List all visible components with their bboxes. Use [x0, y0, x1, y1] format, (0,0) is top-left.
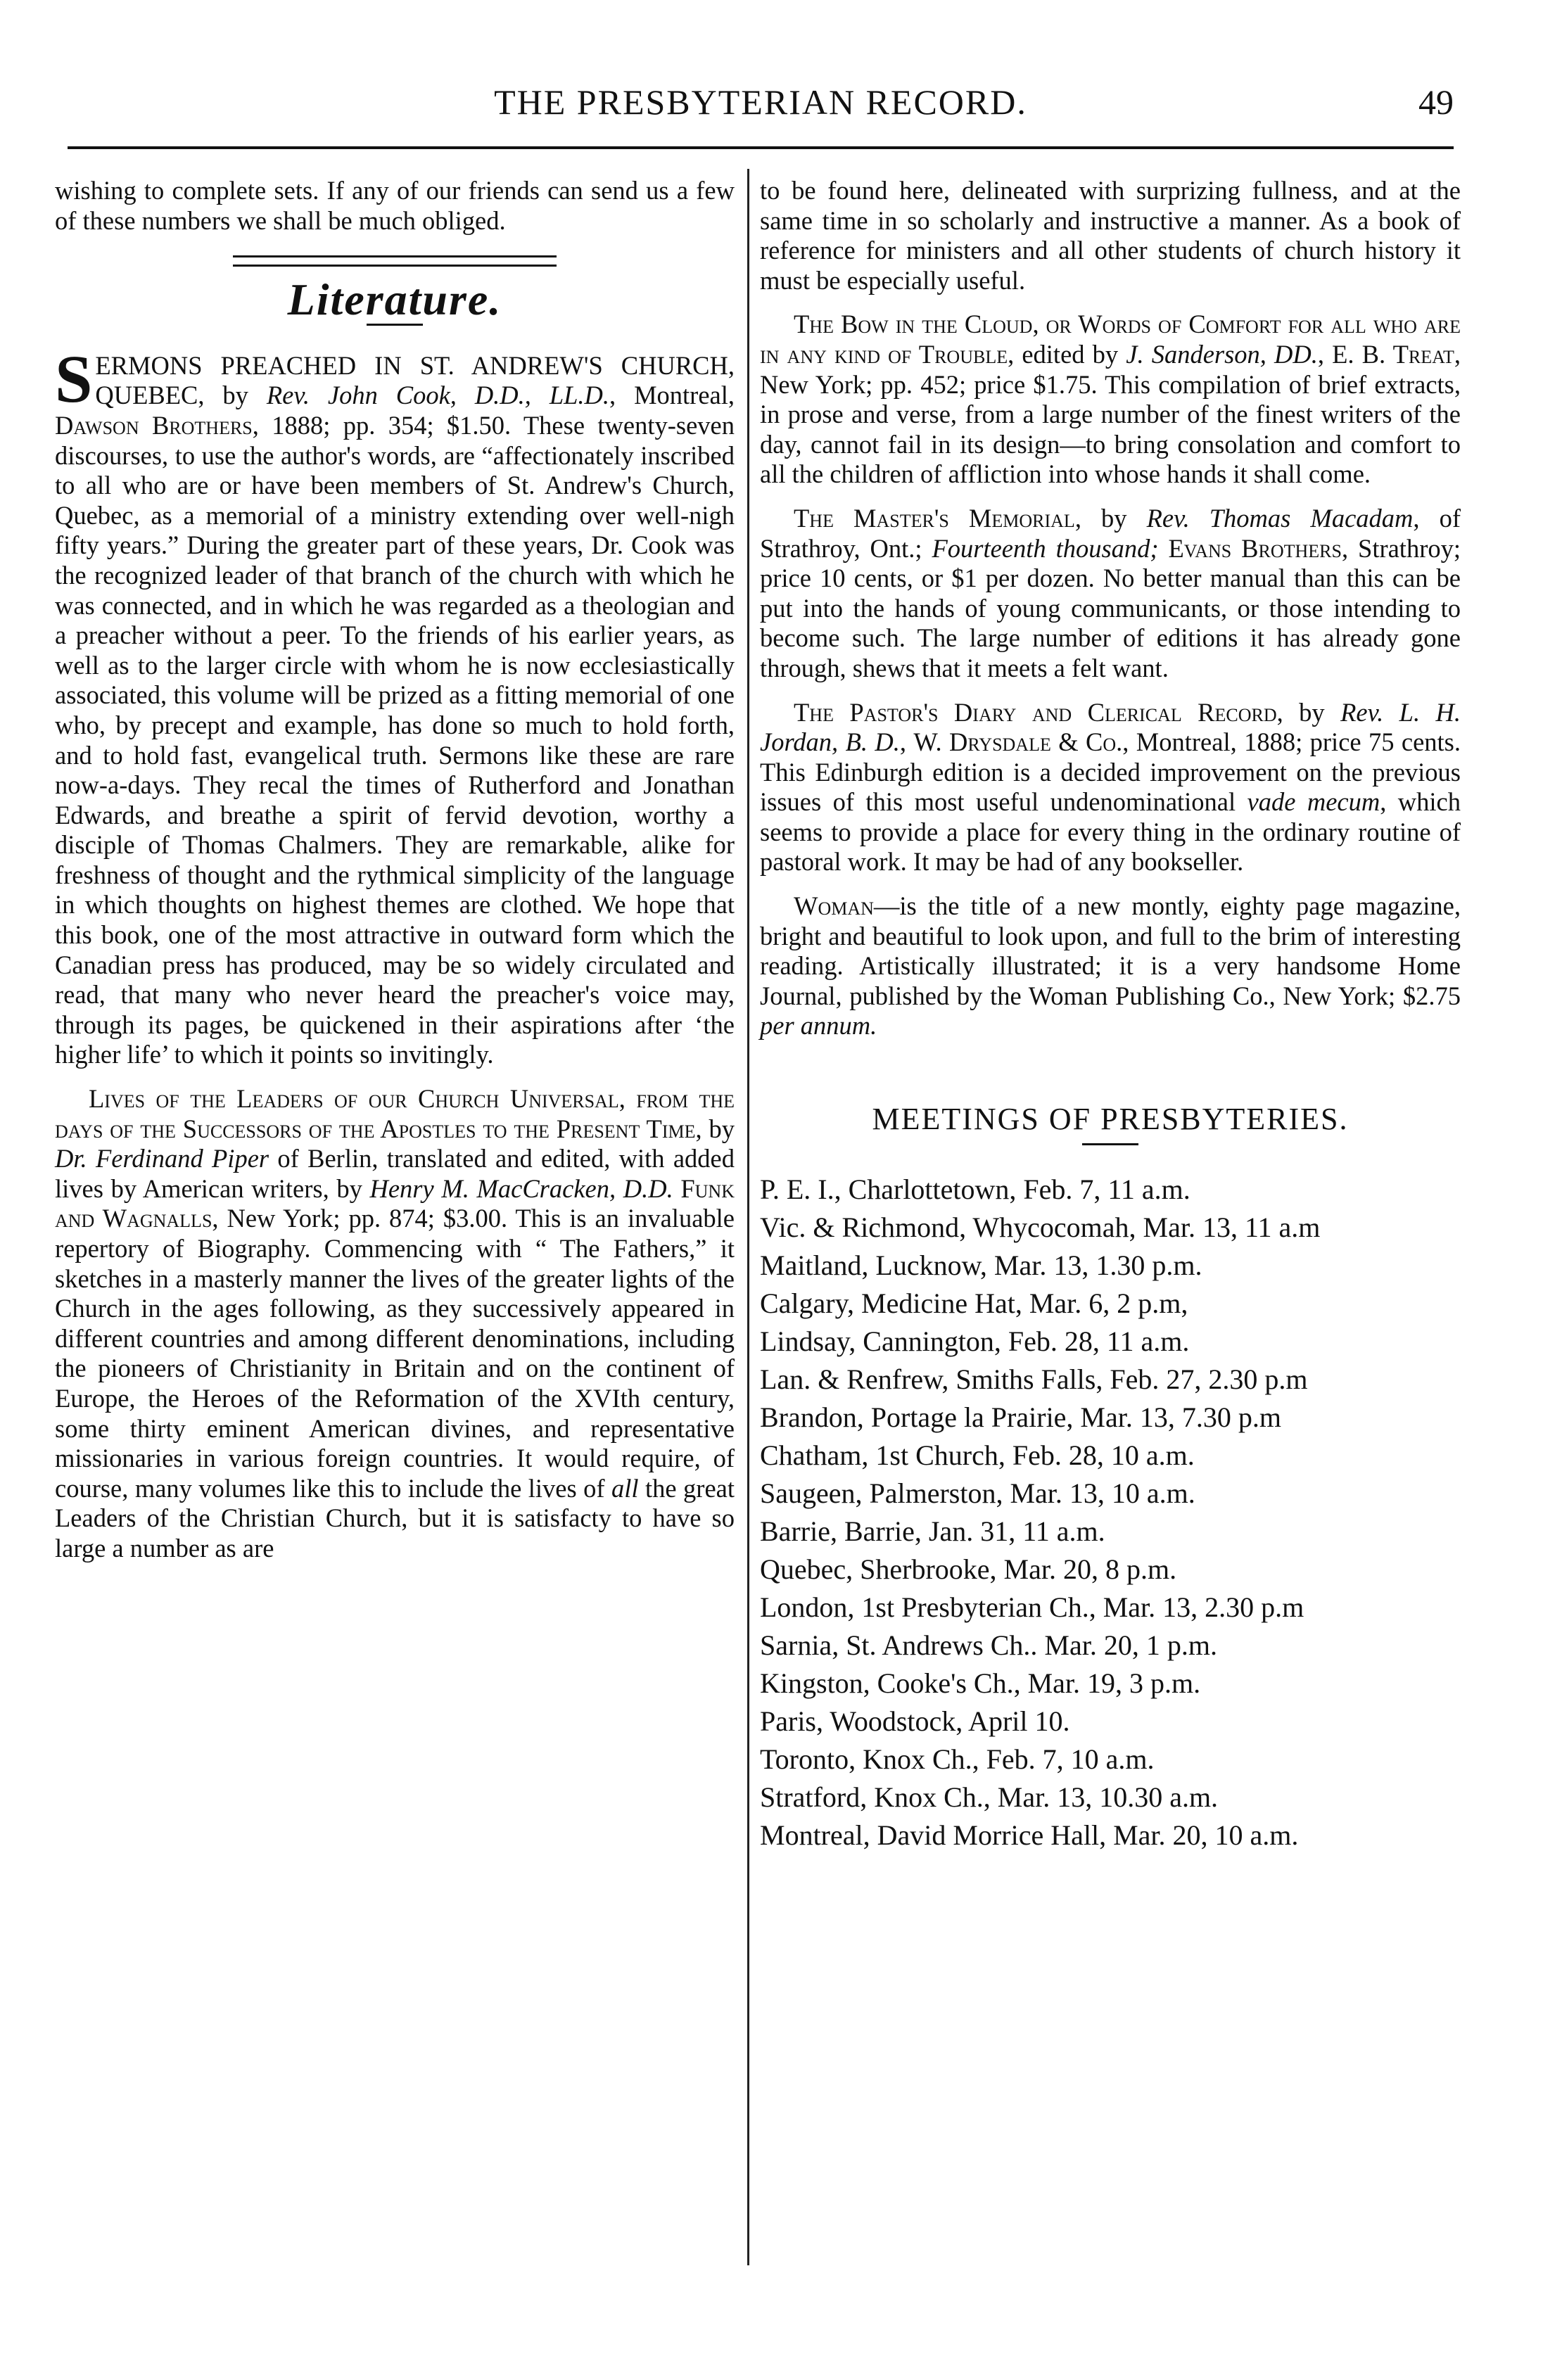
review-bow-in-the-cloud: The Bow in the Cloud, or Words of Comfort for all who are in any kind of Trouble, edited by J. Sanderson, DD., E. B. Treat, New York; pp. 452; price $1.75. This compilation of brief extracts, in prose and verse, from a large number of the finest writers of the day, cannot fail in its design—to bring consolation and comfort to all the children of affliction into whose hands it shall come.	[760, 310, 1461, 489]
meeting-item: Brandon, Portage la Prairie, Mar. 13, 7.30 p.m	[760, 1401, 1281, 1433]
continuation-paragraph: to be found here, delineated with surprizing fullness, and at the same time in so scholarly and instructive a manner. As a book of reference for ministers and all other students of church history it must be especially useful.	[760, 176, 1461, 295]
review-lives: Lives of the Leaders of our Church Universal, from the days of the Successors of the Apostles to the Present Time, by Dr. Ferdinand Piper of Berlin, translated and edited, with added lives by American writers, by Henry M. MacCracken, D.D. Funk and Wagnalls, New York; pp. 874; $3.00. This is an invaluable repertory of Biography. Commencing with “ The Fathers,” it sketches in a masterly manner the lives of the greater lights of the Church in the ages following, as they successively appeared in different countries and among different denominations, including the pioneers of Christianity in Britain and on the continent of Europe, the Heroes of the Reformation of the XVIth century, some thirty eminent American divines, and representative missionaries in various foreign countries. It would require, of course, many volumes like this to include the lives of all the great Leaders of the Christian Church, but it is satisfacty to have so large a number as are	[55, 1084, 735, 1563]
review-editor: J. Sanderson, DD.	[1126, 339, 1318, 369]
review-details: , 1888; pp. 354; $1.50.	[252, 410, 512, 440]
review-author: Rev. John Cook, D.D., LL.D.	[266, 381, 610, 410]
review-woman: Woman—is the title of a new montly, eighty page magazine, bright and beautiful to look upon, and full to the brim of interesting reading. Artistically illustrated; it is a very handsome Home Journal, published by the Woman Publishing Co., New York; $2.75 per annum.	[760, 891, 1461, 1041]
meeting-item: Lindsay, Cannington, Feb. 28, 11 a.m.	[760, 1325, 1190, 1357]
meeting-item: Stratford, Knox Ch., Mar. 13, 10.30 a.m.	[760, 1781, 1219, 1813]
meeting-item: Barrie, Barrie, Jan. 31, 11 a.m.	[760, 1515, 1105, 1547]
meeting-item: P. E. I., Charlottetown, Feb. 7, 11 a.m.	[760, 1173, 1190, 1205]
review-details: , New York; pp. 452; price $1.75.	[760, 339, 1461, 399]
page-header	[68, 76, 1454, 132]
header-rule	[68, 146, 1454, 149]
meeting-item: Sarnia, St. Andrews Ch.. Mar. 20, 1 p.m.	[760, 1629, 1217, 1661]
meeting-item: Lan. & Renfrew, Smiths Falls, Feb. 27, 2.30 p.m	[760, 1363, 1308, 1395]
review-title: The Master's Memorial	[794, 503, 1075, 533]
review-title: The Bow in the Cloud, or Words of Comfort for all who are in any kind of Trouble	[760, 310, 1461, 369]
review-details: , Montreal, 1888; price 75 cents.	[1122, 727, 1461, 757]
meeting-item: Montreal, David Morrice Hall, Mar. 20, 10 a.m.	[760, 1819, 1299, 1851]
meeting-item: Calgary, Medicine Hat, Mar. 6, 2 p.m,	[760, 1287, 1188, 1319]
review-masters-memorial: The Master's Memorial, by Rev. Thomas Macadam, of Strathroy, Ont.; Fourteenth thousand; Evans Brothers, Strathroy; price 10 cents, or $1 per dozen. No better manual than this can be put into the hands of young communicants, or those intending to become such. The large number of editions it has already gone through, shews that it meets a felt want.	[760, 503, 1461, 682]
page-number: 49	[1418, 82, 1454, 122]
literature-heading: Literature.	[287, 274, 502, 325]
review-publisher: Dawson Brothers	[55, 410, 253, 440]
review-body: These twenty-seven discourses, to use the author's words, are “affectionately inscribed to all who are or have been members of St. Andrew's Church, Quebec, as a memorial of a ministry extending over well-nigh fifty years.” During the greater part of these years, Dr. Cook was the recognized leader of that branch of the church with which he was connected, and in which he was regarded as a theologian and a preacher without a peer. To the friends of his earlier years, as well as to the larger circle with whom he is now ecclesiastically associated, this volume will be prized as a fitting memorial of one who, by precept and example, has done so much to hold forth, and to hold fast, evangelical truth. Sermons like these are rare now-a-days. They recal the times of Rutherford and Jonathan Edwards, and breathe a spirit of fervid devotion, worthy a disciple of Thomas Chalmers. They are remarkable, alike for freshness of thought and the rythmical simplicity of the language in which thoughts on highest themes are clothed. We hope that this book, one of the most attractive in outward form which the Canadian press has produced, may be so widely circulated and read, that many who never heard the preacher's voice may, through its pages, be quickened in their aspirations after ‘the higher life’ to which it points so invitingly.	[55, 410, 735, 1069]
meetings-heading: MEETINGS OF PRESBYTERIES.	[872, 1102, 1349, 1137]
review-publisher: Funk and Wagnalls	[55, 1173, 735, 1233]
drop-cap: S	[55, 341, 93, 416]
review-editor: Henry M. MacCracken, D.D.	[369, 1173, 673, 1203]
column-divider	[747, 169, 749, 2265]
review-publisher: Evans Brothers	[1158, 533, 1342, 563]
review-body: No better manual than this can be put into the hands of young communicants, or those intending to become such. The large number of editions it has already gone through, shews that it meets a felt want.	[760, 564, 1461, 682]
review-title: Woman	[794, 891, 874, 921]
review-author: Rev. Thomas Macadam	[1146, 503, 1414, 533]
left-column	[55, 176, 735, 1564]
review-author: Rev. L. H. Jordan, B. D.	[760, 697, 1461, 757]
review-pastors-diary: The Pastor's Diary and Clerical Record, by Rev. L. H. Jordan, B. D., W. Drysdale & Co., Montreal, 1888; price 75 cents. This Edinburgh edition is a decided improvement on the previous issues of this most useful undenominational vade mecum, which seems to provide a place for every thing in the ordinary routine of pastoral work. It may be had of any bookseller.	[760, 697, 1461, 877]
meeting-item: Chatham, 1st Church, Feb. 28, 10 a.m.	[760, 1439, 1195, 1471]
review-body: This compilation of brief extracts, in prose and verse, from a large number of the finest writers of the day, cannot fail in its design—to bring consolation and comfort to all the children of affliction into whose hands it shall come.	[760, 369, 1461, 489]
meeting-item: Saugeen, Palmerston, Mar. 13, 10 a.m.	[760, 1477, 1195, 1509]
meetings-list	[760, 1171, 1461, 1854]
meeting-item: London, 1st Presbyterian Ch., Mar. 13, 2.30 p.m	[760, 1591, 1304, 1623]
review-details: , New York; pp. 874; $3.00.	[212, 1204, 508, 1233]
intro-paragraph: wishing to complete sets. If any of our friends can send us a few of these numbers we shall be much obliged.	[55, 176, 735, 235]
meeting-item: Paris, Woodstock, April 10.	[760, 1705, 1070, 1737]
right-column	[760, 176, 1461, 1854]
review-body: This is an invaluable repertory of Biography. Commencing with “ The Fathers,” it sketches in a masterly manner the lives of the greater lights of the Church in the ages following, as they successively appeared in different countries and among different denominations, including the pioneers of Christianity in Britain and on the continent of Europe, the Heroes of the Reformation of the XVIth century, some thirty eminent American divines, and representative missionaries in various foreign countries. It would require, of course, many volumes like this to include the lives of	[55, 1204, 735, 1503]
meetings-rule	[1082, 1143, 1138, 1145]
review-publisher: W. Drysdale & Co.	[913, 727, 1123, 757]
review-author: Dr. Ferdinand Piper	[55, 1144, 269, 1173]
review-sermons: SERMONS PREACHED IN ST. ANDREW'S CHURCH, QUEBEC, by Rev. John Cook, D.D., LL.D., Montreal, Dawson Brothers, 1888; pp. 354; $1.50. These twenty-seven discourses, to use the author's words, are “affectionately inscribed to all who are or have been members of St. Andrew's Church, Quebec, as a memorial of a ministry extending over well-nigh fifty years.” During the greater part of these years, Dr. Cook was the recognized leader of that branch of the church with which he was connected, and in which he was regarded as a theologian and a preacher without a peer. To the friends of his earlier years, as well as to the larger circle with whom he is now ecclesiastically associated, this volume will be prized as a fitting memorial of one who, by precept and example, has done so much to hold forth, and to hold fast, evangelical truth. Sermons like these are rare now-a-days. They recal the times of Rutherford and Jonathan Edwards, and breathe a spirit of fervid devotion, worthy a disciple of Thomas Chalmers. They are remarkable, alike for freshness of thought and the rythmical simplicity of the language in which thoughts on highest themes are clothed. We hope that this book, one of the most attractive in outward form which the Canadian press has produced, may be so widely circulated and read, that many who never heard the preacher's voice may, through its pages, be quickened in their aspirations after ‘the higher life’ to which it points so invitingly.	[55, 341, 735, 1069]
review-title: The Pastor's Diary and Clerical Record	[794, 697, 1277, 727]
review-body: —is the title of a new montly, eighty page magazine, bright and beautiful to look upon, and full to the brim of interesting reading. Artistically illustrated; it is a very handsome Home Journal, published by the Woman Publishing Co., New York; $2.75	[760, 891, 1461, 1010]
review-body: This Edinburgh edition is a decided improvement on the previous issues of this most useful undenominational	[760, 757, 1461, 817]
section-divider	[233, 255, 557, 267]
review-title: Lives of the Leaders of our Church Universal, from the days of the Successors of the Apostles to the Present Time	[55, 1084, 735, 1143]
running-title: THE PRESBYTERIAN RECORD.	[494, 82, 1027, 122]
review-publisher: E. B. Treat	[1332, 339, 1454, 369]
meeting-item: Vic. & Richmond, Whycocomah, Mar. 13, 11 a.m	[760, 1211, 1321, 1243]
meeting-item: Toronto, Knox Ch., Feb. 7, 10 a.m.	[760, 1743, 1155, 1775]
meeting-item: Maitland, Lucknow, Mar. 13, 1.30 p.m.	[760, 1249, 1202, 1281]
review-details: , Strathroy; price 10 cents, or $1 per dozen.	[760, 533, 1461, 593]
meeting-item: Kingston, Cooke's Ch., Mar. 19, 3 p.m.	[760, 1667, 1201, 1699]
review-title: ERMONS PREACHED IN ST. ANDREW'S CHURCH, QUEBEC	[95, 350, 735, 410]
meeting-item: Quebec, Sherbrooke, Mar. 20, 8 p.m.	[760, 1553, 1177, 1585]
